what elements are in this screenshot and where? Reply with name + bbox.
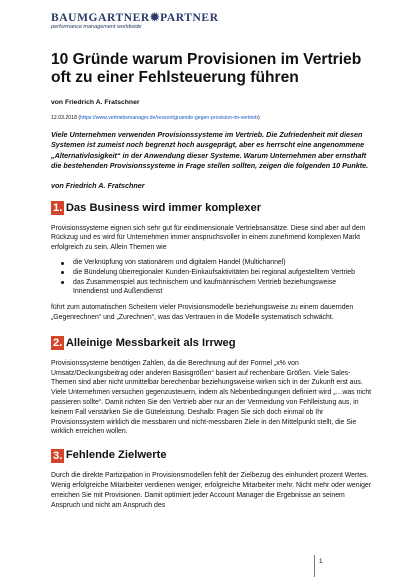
article-date: 12.03.2018 (51, 115, 77, 121)
article-meta: 12.03.2018 (https://www.vertriebsmanager.de/ressort/gruende-gegen-provision-im-vertrieb) (51, 115, 260, 121)
company-logo (51, 12, 219, 31)
section-number-badge: 3. (53, 449, 63, 462)
section-2-paragraph: Provisionssysteme benötigen Zahlen, da die Berechnung auf der Formel „x% von Umsatz/Deckungsbeitrag oder anderen Basisgrößen“ basiert auf rechenbare Größen. Viele Sales-Themen sind aber nicht unmittelbar berechenbar beziehungsweise wirken sich in der Zukunft erst aus. Viele Unternehmen versuchen gegenzusteuern, indem als Nebenbedingungen definiert wird „…was nicht passieren sollte“. Damit richten Sie den Vertrieb aber nur an der Vermeidung von Fehlleistung aus, in keinem Fall verstärken Sie die Güteleistung. Deshalb: Fragen Sie sich doch einmal ob Ihr Provisionssystem wirklich die messbaren und nicht-messbaren Ziele in den Mittelpunkt stellt, die Sie wirklich erreichen wollen. (51, 359, 372, 436)
section-1-bullet-list (51, 258, 373, 297)
author-italic: von Friedrich A. Fratschner (51, 180, 145, 190)
bullet-item: die Verknüpfung von stationärem und digitalem Handel (Multichannel) (73, 258, 373, 268)
section-1-paragraph-after: führt zum automatischen Scheitern vieler Provisionsmodelle beziehungsweise zu einem dauernden „Gegenrechnen“ und „Zurechnen“, was das Vertrauen in die Modelle systematisch schwächt. (51, 304, 354, 321)
section-heading-1 (51, 201, 373, 216)
section-3-paragraph: Durch die direkte Partizipation in Provisionsmodellen fehlt der Zielbezug des einhundert prozent Wertes. Wenig erfolgreiche Mitarbeiter verdienen weniger, erfolgreiche Mitarbeiter mehr. Nicht mehr oder weniger erreichen Sie mit Provisionen. Damit optimiert jeder Account Manager die Ergebnisse an seinem Anspruch und nicht am Anspruch des (51, 472, 372, 509)
logo-name: BAUMGARTNER✹PARTNER (51, 12, 219, 24)
article-title: 10 Gründe warum Provisionen im Vertrieb oft zu einer Fehlsteuerung führen (51, 51, 362, 86)
section-number-badge: 1. (53, 202, 63, 215)
logo-tagline: performance management worldwide (51, 24, 142, 30)
footer-divider (314, 555, 315, 577)
section-title: Das Business wird immer komplexer (65, 201, 262, 214)
page-number: 1 (319, 558, 323, 565)
article-intro: Viele Unternehmen verwenden Provisionssysteme im Vertrieb. Die Zufriedenheit mit diesen Systemen ist zumeist noch begrenzt hoch ausgeprägt, aber es herrscht eine angenommene „Alternativlosigkeit“ in der Anwendung dieser Systeme. Warum Unternehmen aber ernsthaft die bestehenden Provisionssysteme in Frage stellen sollten, zeigen die folgenden 10 Punkte. (51, 130, 369, 171)
article-body (51, 51, 373, 510)
section-title: Alleinige Messbarkeit als Irrweg (65, 336, 236, 349)
section-number-badge: 2. (53, 337, 63, 350)
source-link[interactable]: https://www.vertriebsmanager.de/ressort/gruende-gegen-provision-im-vertrieb (80, 115, 259, 121)
section-1-paragraph: Provisionssysteme eignen sich sehr gut für eindimensionale Vertriebsansätze. Diese sind aber auf dem Rückzug und es wird für Unternehmen immer anspruchsvoller in einem zunehmend komplexen Markt erfolgreich zu sein. Allein Themen wie (51, 224, 366, 252)
bullet-item: das Zusammenspiel aus technischem und kaufmännischem Vertrieb beziehungsweise Innendienst und Außendienst (73, 278, 373, 298)
author-line: von Friedrich A. Fratschner (51, 99, 140, 106)
bullet-item: die Bündelung überregionaler Kunden-Einkaufsaktivitäten bei regional aufgestelltem Vertrieb (73, 268, 373, 278)
section-heading-3 (51, 448, 373, 463)
section-heading-2 (51, 336, 373, 351)
section-title: Fehlende Zielwerte (65, 449, 167, 462)
